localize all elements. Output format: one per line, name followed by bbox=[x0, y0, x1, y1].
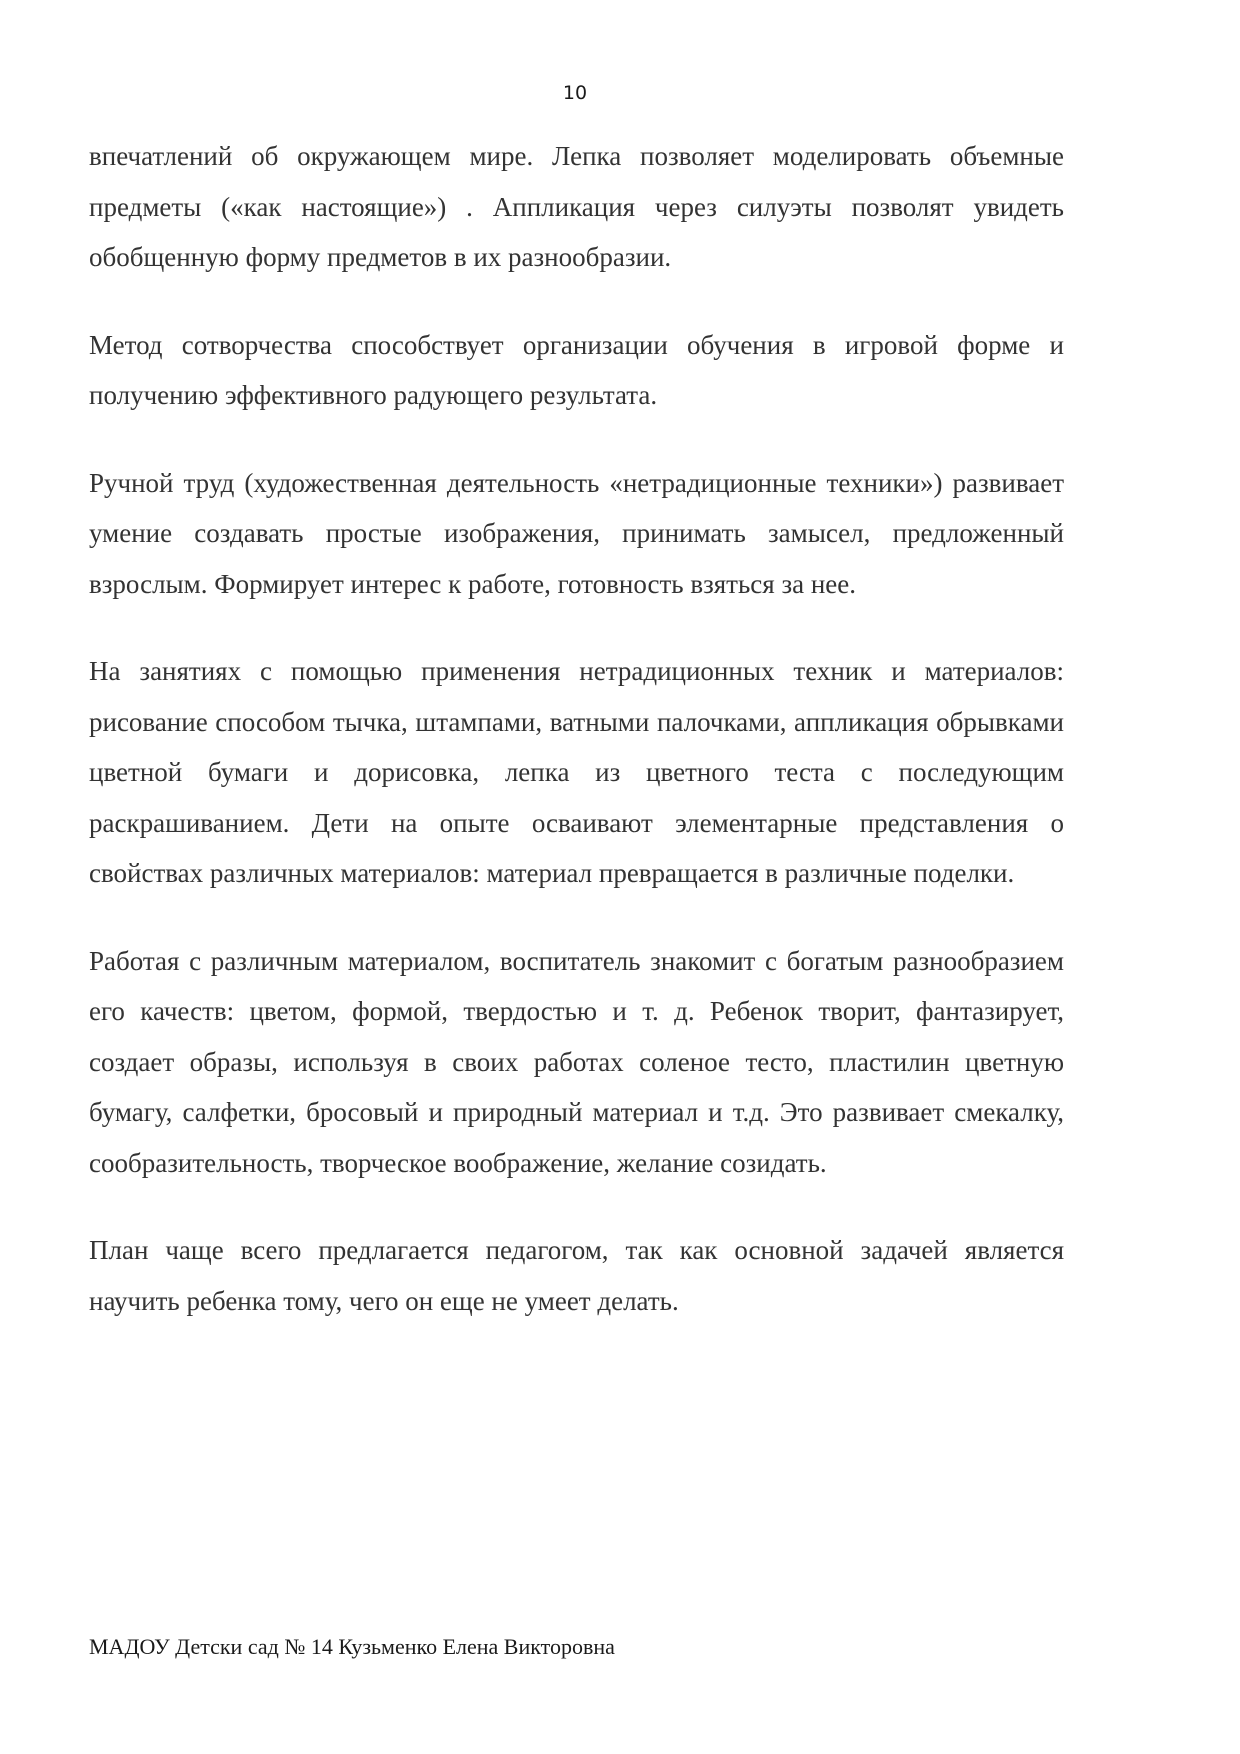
paragraph: На занятиях с помощью применения нетрадиционных техник и материалов: рисование способом тычка, штампами, ватными палочками, аппликация обрывками цветной бумаги и дорисовка, лепка из цветного теста с последующим раскрашиванием. Дети на опыте осваивают элементарные представления о свойствах различных материалов: материал превращается в различные поделки. bbox=[89, 656, 1064, 888]
paragraph: Ручной труд (художественная деятельность «нетрадиционные техники») развивает умение создавать простые изображения, принимать замысел, предложенный взрослым. Формирует интерес к работе, готовность взяться за нее. bbox=[89, 467, 1064, 599]
page-footer: МАДОУ Детски сад № 14 Кузьменко Елена Викторовна bbox=[89, 1634, 615, 1659]
paragraph: Работая с различным материалом, воспитатель знакомит с богатым разнообразием его качеств: цветом, формой, твердостью и т. д. Ребенок творит, фантазирует, создает образы, используя в своих работах соленое тесто, пластилин цветную бумагу, салфетки, бросовый и природный материал и т.д. Это развивает смекалку, сообразительность, творческое воображение, желание созидать. bbox=[89, 945, 1064, 1178]
paragraph: План чаще всего предлагается педагогом, так как основной задачей является научить ребенка тому, чего он еще не умеет делать. bbox=[89, 1235, 1064, 1316]
paragraph: впечатлений об окружающем мире. Лепка позволяет моделировать объемные предметы («как настоящие») . Аппликация через силуэты позволят увидеть обобщенную форму предметов в их разнообразии. bbox=[89, 141, 1064, 272]
document-body bbox=[89, 131, 1064, 1326]
page-number: 10 bbox=[562, 82, 588, 104]
paragraph: Метод сотворчества способствует организации обучения в игровой форме и получению эффективного радующего результата. bbox=[89, 329, 1064, 410]
